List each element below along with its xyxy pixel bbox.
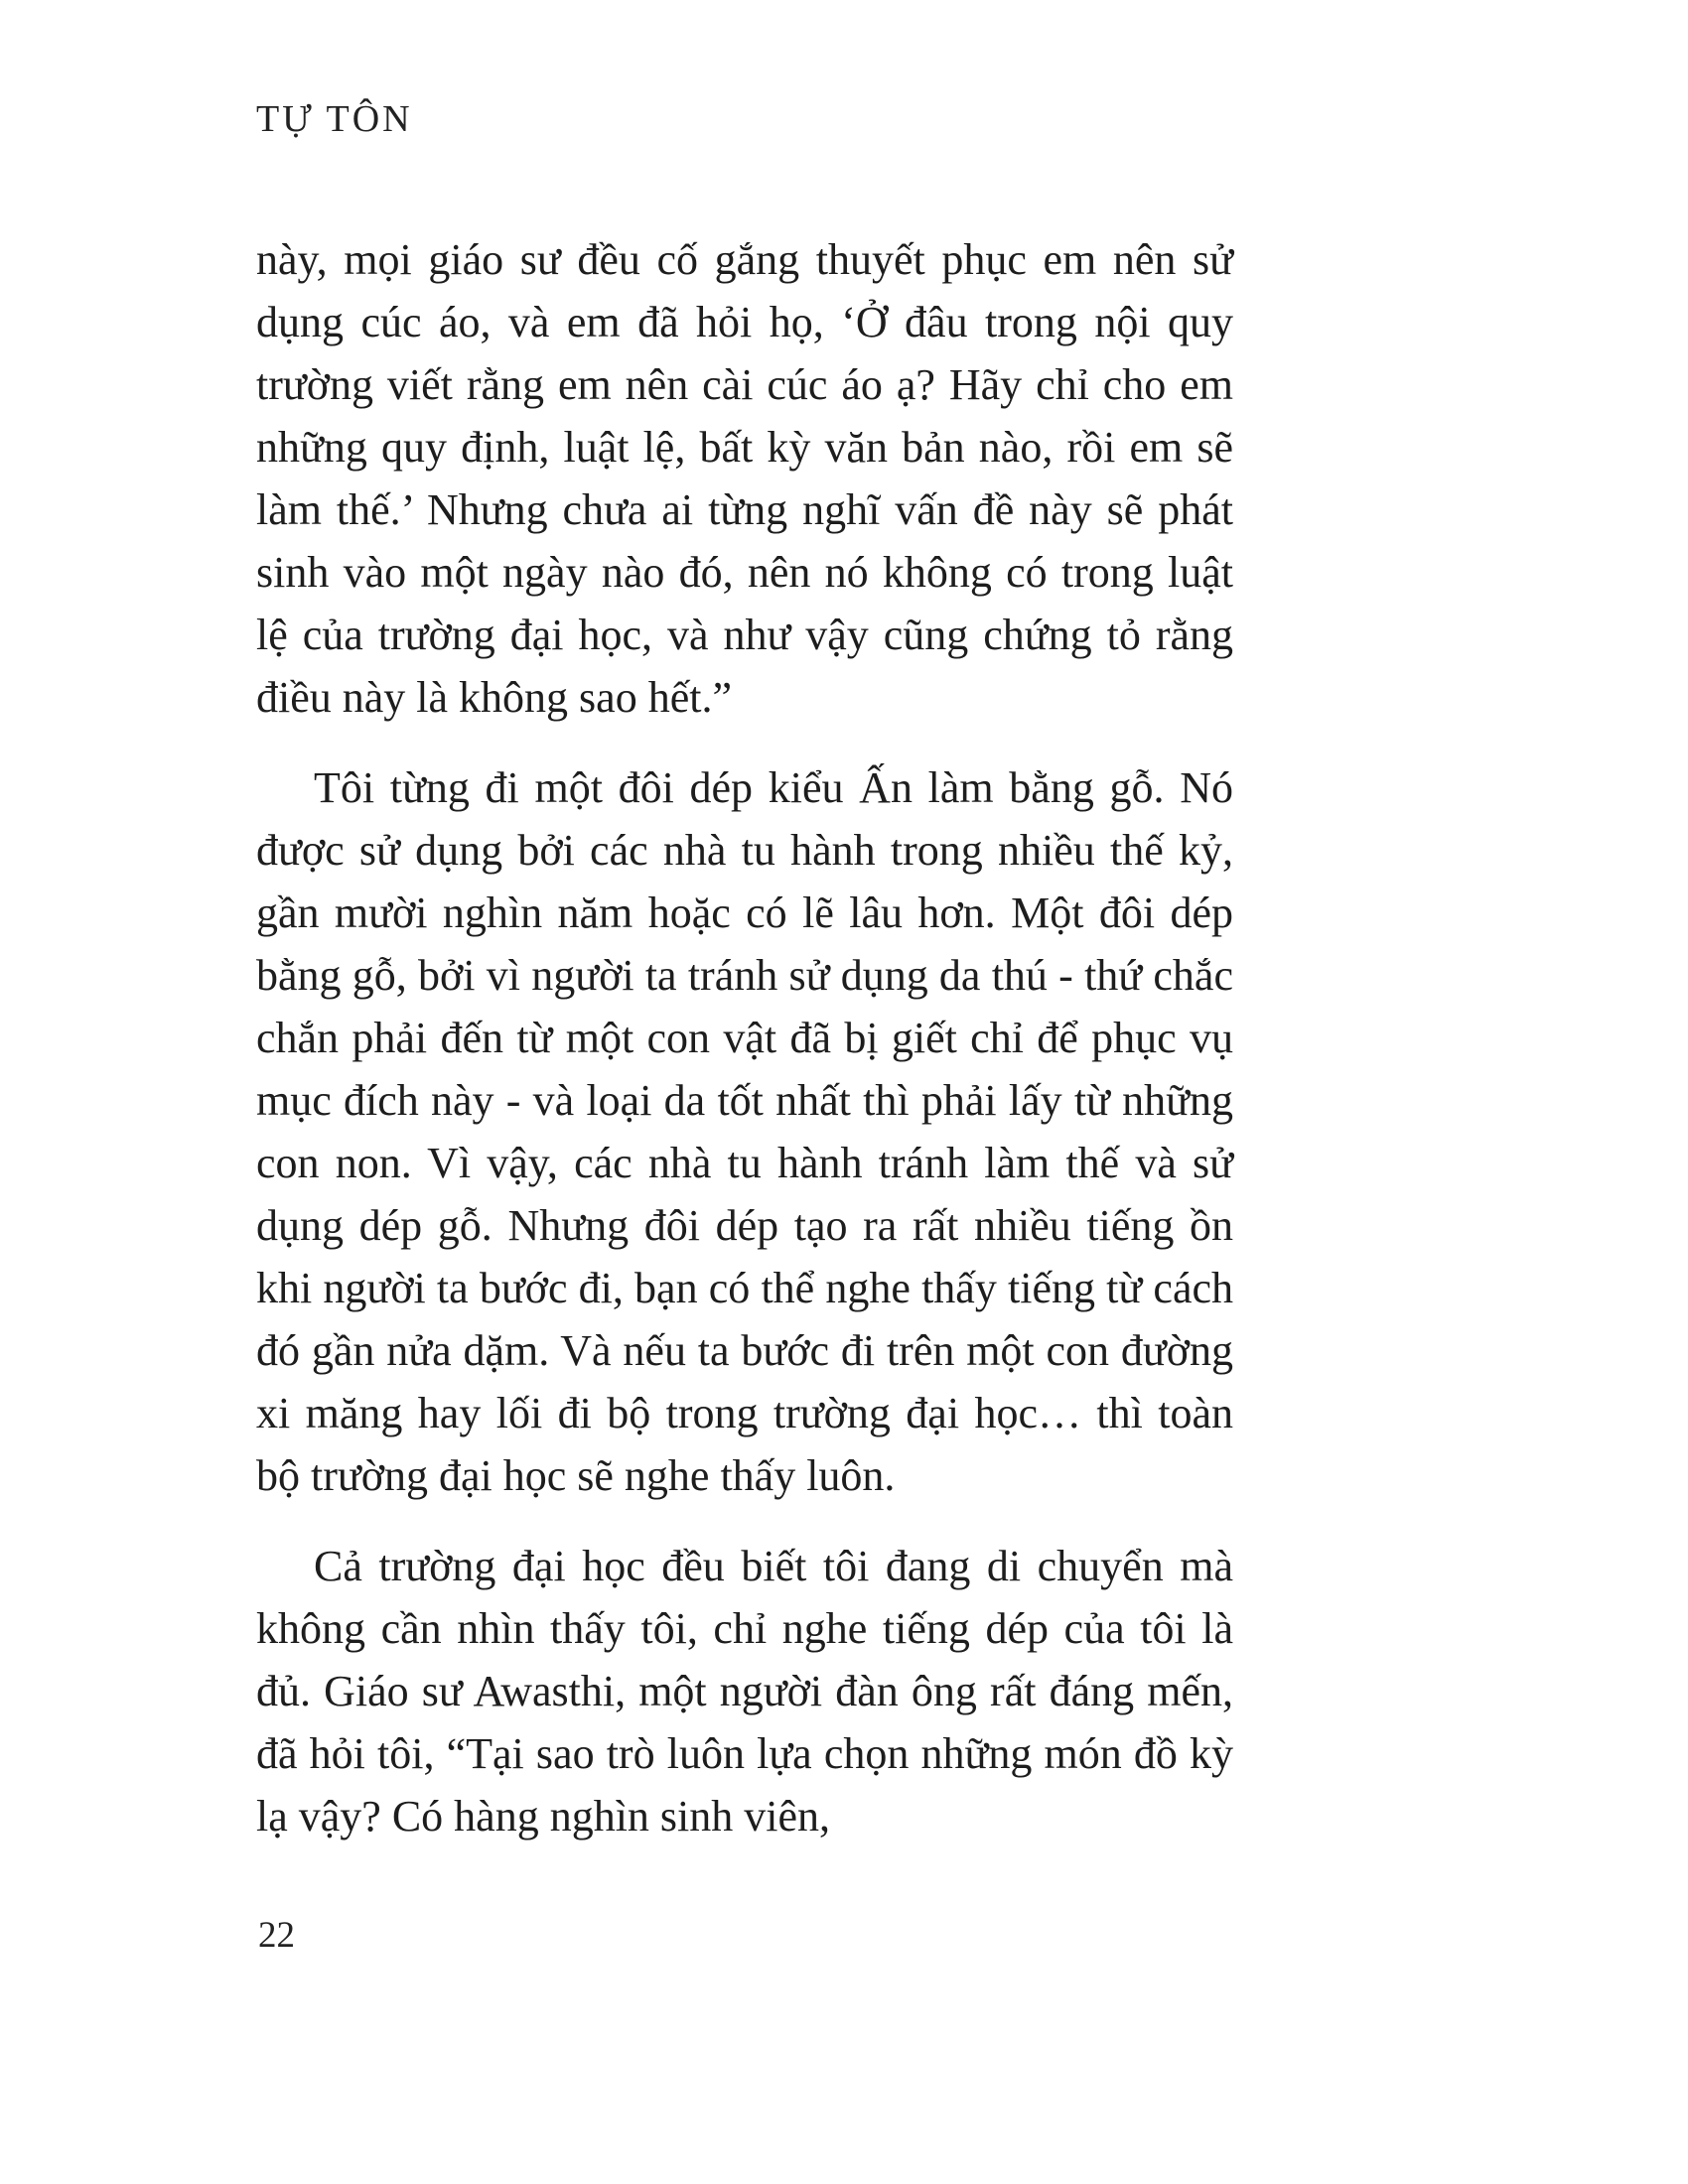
page-number: 22 [258,1915,295,1956]
paragraph: Tôi từng đi một đôi dép kiểu Ấn làm bằng gỗ. Nó được sử dụng bởi các nhà tu hành trong nhiều thế kỷ, gần mười nghìn năm hoặc có lẽ lâu hơn. Một đôi dép bằng gỗ, bởi vì người ta tránh sử dụng da thú - thứ chắc chắn phải đến từ một con vật đã bị giết chỉ để phục vụ mục đích này - và loại da tốt nhất thì phải lấy từ những con non. Vì vậy, các nhà tu hành tránh làm thế và sử dụng dép gỗ. Nhưng đôi dép tạo ra rất nhiều tiếng ồn khi người ta bước đi, bạn có thể nghe thấy tiếng từ cách đó gần nửa dặm. Và nếu ta bước đi trên một con đường xi măng hay lối đi bộ trong trường đại học… thì toàn bộ trường đại học sẽ nghe thấy luôn. [256,763,1233,1500]
page-body [256,228,1233,1875]
running-header: TỰ TÔN [256,98,413,140]
paragraph: này, mọi giáo sư đều cố gắng thuyết phục em nên sử dụng cúc áo, và em đã hỏi họ, ‘Ở đâu trong nội quy trường viết rằng em nên cài cúc áo ạ? Hãy chỉ cho em những quy định, luật lệ, bất kỳ văn bản nào, rồi em sẽ làm thế.’ Nhưng chưa ai từng nghĩ vấn đề này sẽ phát sinh vào một ngày nào đó, nên nó không có trong luật lệ của trường đại học, và như vậy cũng chứng tỏ rằng điều này là không sao hết.” [256,235,1233,722]
paragraph: Cả trường đại học đều biết tôi đang di chuyển mà không cần nhìn thấy tôi, chỉ nghe tiếng dép của tôi là đủ. Giáo sư Awasthi, một người đàn ông rất đáng mến, đã hỏi tôi, “Tại sao trò luôn lựa chọn những món đồ kỳ lạ vậy? Có hàng nghìn sinh viên, [256,1542,1233,1841]
